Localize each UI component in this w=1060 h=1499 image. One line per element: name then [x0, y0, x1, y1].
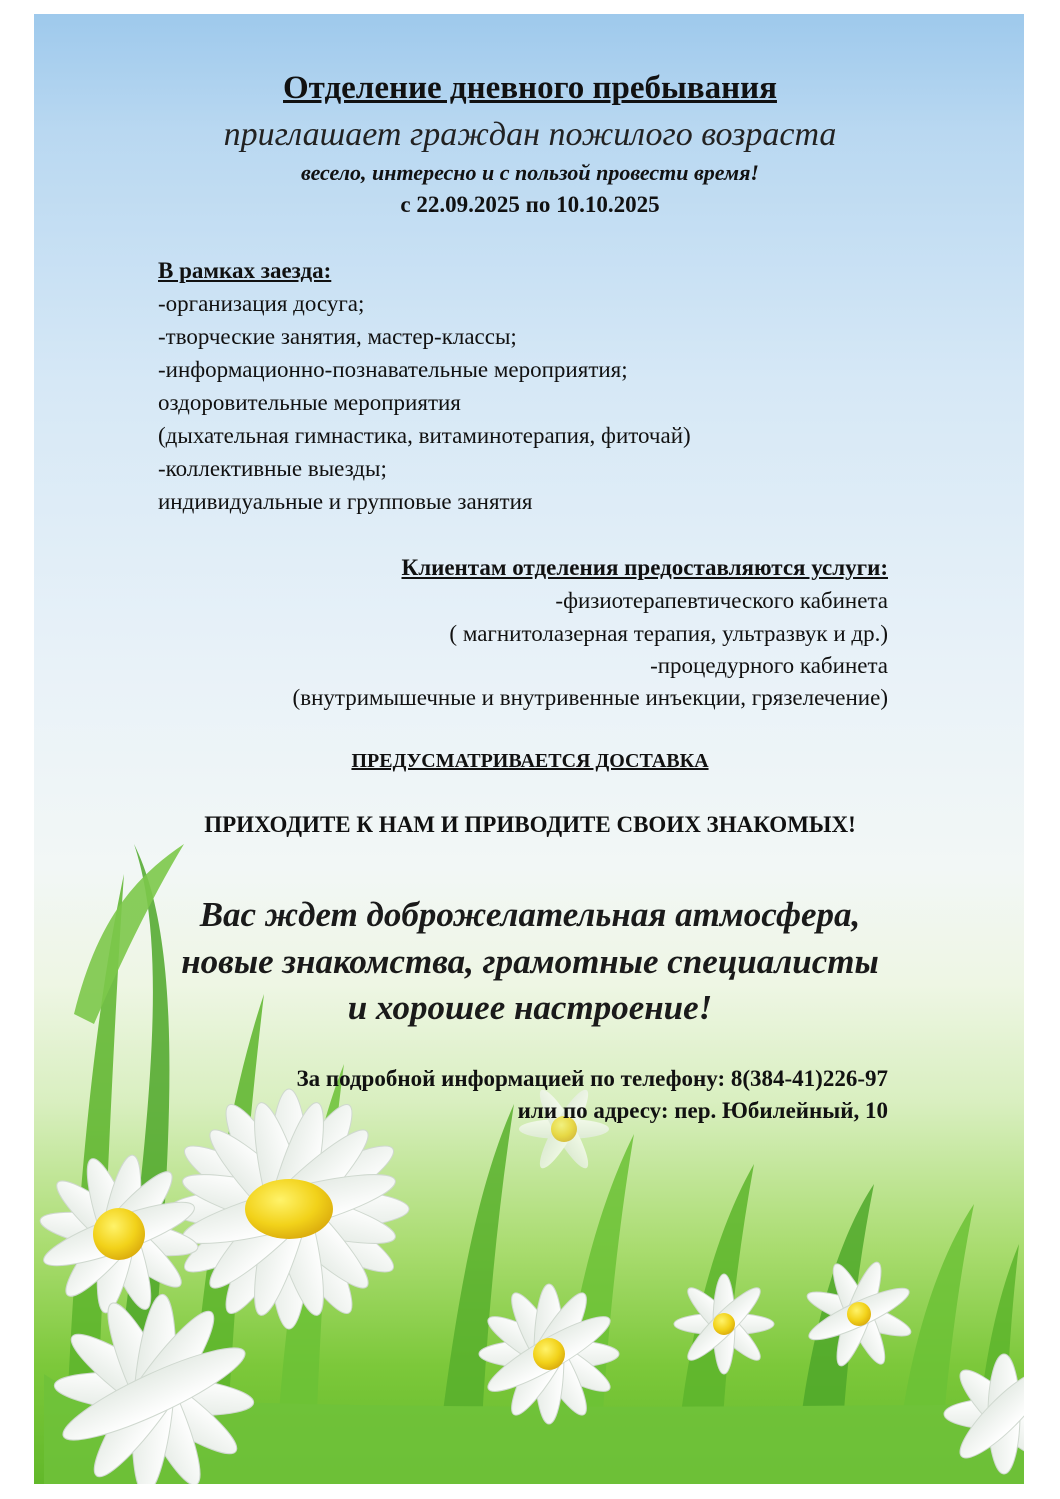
tagline: весело, интересно и с пользой провести время!	[301, 160, 759, 185]
dates: с 22.09.2025 по 10.10.2025	[400, 192, 660, 217]
program-item: индивидуальные и групповые занятия	[158, 489, 533, 514]
services-item: (внутримышечные и внутривенные инъекции, грязелечение)	[292, 685, 888, 710]
program-heading: В рамках заезда:	[158, 258, 332, 283]
promise-line: Вас ждет доброжелательная атмосфера,	[199, 895, 861, 934]
program-item: (дыхательная гимнастика, витаминотерапия, фиточай)	[158, 423, 691, 448]
promise-line: и хорошее настроение!	[347, 988, 713, 1027]
promise-line: новые знакомства, грамотные специалисты	[181, 942, 879, 981]
program-item: -коллективные выезды;	[158, 456, 387, 481]
services-heading: Клиентам отделения предоставляются услуги:	[401, 555, 888, 580]
contact-address: или по адресу: пер. Юбилейный, 10	[517, 1098, 888, 1123]
program-item: -творческие занятия, мастер-классы;	[158, 324, 517, 349]
program-item: -организация досуга;	[158, 291, 365, 316]
services-item: -физиотерапевтического кабинета	[555, 588, 888, 613]
contact-phone: За подробной информацией по телефону: 8(384-41)226-97	[296, 1066, 888, 1091]
page-title: Отделение дневного пребывания	[283, 70, 777, 106]
delivery-note: ПРЕДУСМАТРИВАЕТСЯ ДОСТАВКА	[351, 750, 709, 772]
subtitle: приглашает граждан пожилого возраста	[223, 116, 837, 153]
program-item: -информационно-познавательные мероприятия;	[158, 357, 628, 382]
program-item: оздоровительные мероприятия	[158, 390, 461, 415]
services-item: ( магнитолазерная терапия, ультразвук и др.)	[449, 621, 888, 646]
invite-line: ПРИХОДИТЕ К НАМ И ПРИВОДИТЕ СВОИХ ЗНАКОМЫХ!	[204, 812, 856, 837]
services-item: -процедурного кабинета	[650, 653, 888, 678]
